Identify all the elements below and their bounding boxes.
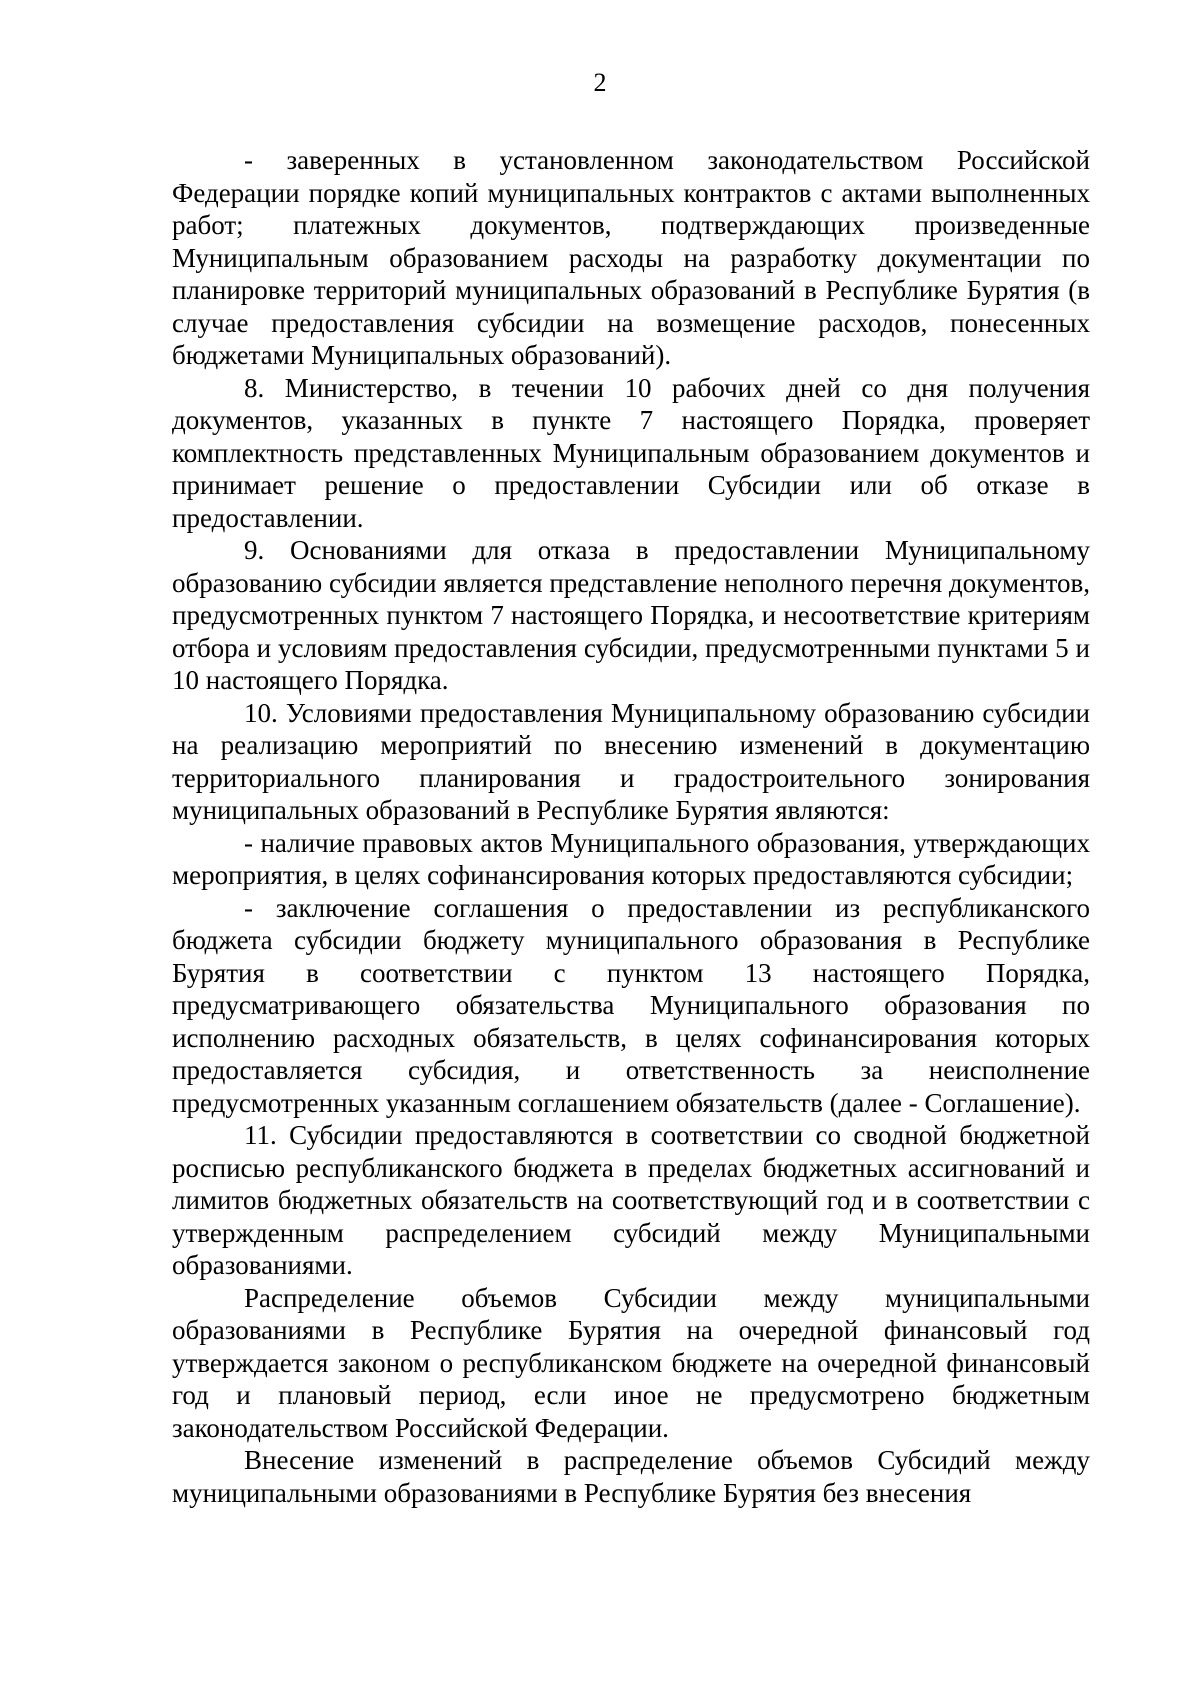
paragraph-item-9: 9. Основаниями для отказа в предоставлении Муниципальному образованию субсидии является представление неполного перечня документов, предусмотренных пунктом 7 настоящего Порядка, и несоответствие критериям отбора и условиям предоставления субсидии, предусмотренными пунктами 5 и 10 настоящего Порядка. xyxy=(172,535,1090,695)
paragraph-amendments: Внесение изменений в распределение объемов Субсидий между муниципальными образованиями в Республике Бурятия без внесения xyxy=(172,1445,1090,1508)
page-number: 2 xyxy=(593,68,607,97)
document-body xyxy=(172,144,1090,1509)
paragraph-distribution: Распределение объемов Субсидии между муниципальными образованиями в Республике Бурятия на очередной финансовый год утверждается законом о республиканском бюджете на очередной финансовый год и плановый период, если иное не предусмотрено бюджетным законодательством Российской Федерации. xyxy=(172,1282,1090,1443)
paragraph-agreement: - заключение соглашения о предоставлении из республиканского бюджета субсидии бюджету муниципального образования в Республике Бурятия в соответствии с пунктом 13 настоящего Порядка, предусматривающего обязательства Муниципального образования по исполнению расходных обязательств, в целях софинансирования которых предоставляется субсидия, и ответственность за неисполнение предусмотренных указанным соглашением обязательств (далее - Соглашение). xyxy=(172,892,1090,1118)
paragraph-item-11: 11. Субсидии предоставляются в соответствии со сводной бюджетной росписью республиканского бюджета в пределах бюджетных ассигнований и лимитов бюджетных обязательств на соответствующий год и в соответствии с утвержденным распределением субсидий между Муниципальными образованиями. xyxy=(172,1120,1090,1280)
paragraph-item-8: 8. Министерство, в течении 10 рабочих дней со дня получения документов, указанных в пункте 7 настоящего Порядка, проверяет комплектность представленных Муниципальным образованием документов и принимает решение о предоставлении Субсидии или об отказе в предоставлении. xyxy=(172,372,1090,533)
paragraph-certified-copies: - заверенных в установленном законодательством Российской Федерации порядке копий муниципальных контрактов с актами выполненных работ; платежных документов, подтверждающих произведенные Муниципальным образованием расходы на разработку документации по планировке территорий муниципальных образований в Республике Бурятия (в случае предоставления субсидии на возмещение расходов, понесенных бюджетами Муниципальных образований). xyxy=(172,145,1090,370)
paragraph-item-10: 10. Условиями предоставления Муниципальному образованию субсидии на реализацию мероприятий по внесению изменений в документацию территориального планирования и градостроительного зонирования муниципальных образований в Республике Бурятия являются: xyxy=(172,697,1090,825)
paragraph-legal-acts: - наличие правовых актов Муниципального образования, утверждающих мероприятия, в целях софинансирования которых предоставляются субсидии; xyxy=(172,827,1090,890)
